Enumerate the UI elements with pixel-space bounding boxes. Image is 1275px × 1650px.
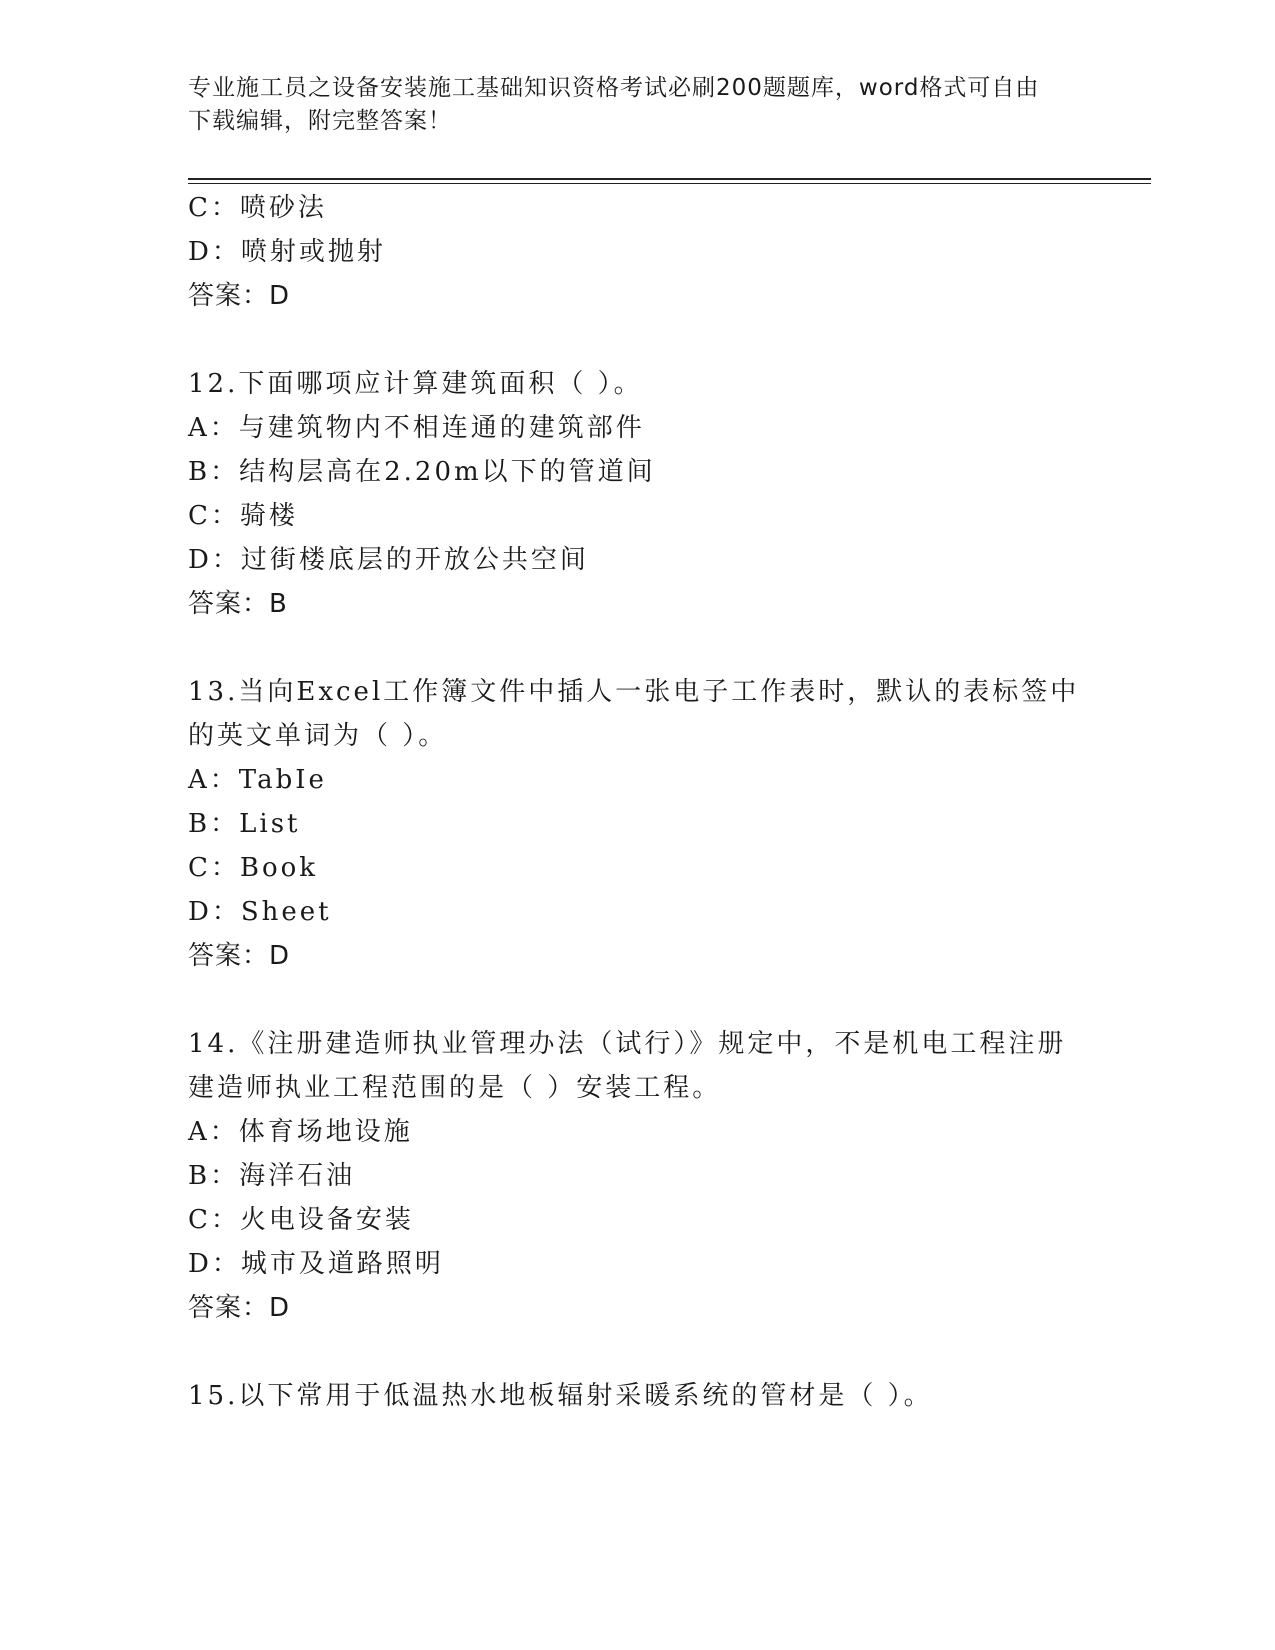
- document-header: [188, 72, 1068, 138]
- q12-option-c: C：骑楼: [188, 501, 298, 531]
- q12-stem: 12.下面哪项应计算建筑面积（ ）。: [188, 369, 643, 399]
- q13-stem-line-2: 的英文单词为（ ）。: [188, 721, 448, 751]
- q13-answer: 答案：D: [188, 941, 291, 971]
- q13-option-a: A：TabIe: [188, 765, 327, 795]
- q15-stem: 15.以下常用于低温热水地板辐射采暖系统的管材是（ ）。: [188, 1381, 933, 1411]
- q12-option-b: B：结构层高在2.20m以下的管道间: [188, 457, 656, 487]
- header-divider-thin: [188, 183, 1151, 184]
- q14-answer: 答案：D: [188, 1293, 291, 1323]
- prev-option-c: C：喷砂法: [188, 193, 327, 223]
- q13-option-b: B：List: [188, 809, 301, 839]
- header-divider-thick: [188, 178, 1151, 180]
- header-line-1: 专业施工员之设备安装施工基础知识资格考试必刷200题题库，word格式可自由: [188, 75, 1040, 101]
- q14-stem-line-1: 14.《注册建造师执业管理办法（试行）》规定中，不是机电工程注册: [188, 1029, 1067, 1059]
- prev-option-d: D：喷射或抛射: [188, 237, 386, 267]
- q14-option-a: A：体育场地设施: [188, 1117, 413, 1147]
- q13-option-c: C：Book: [188, 853, 319, 883]
- q14-option-b: B：海洋石油: [188, 1161, 356, 1191]
- q12-answer: 答案：B: [188, 589, 288, 619]
- q12-option-d: D：过街楼底层的开放公共空间: [188, 545, 589, 575]
- q12-option-a: A：与建筑物内不相连通的建筑部件: [188, 413, 645, 443]
- q13-stem-line-1: 13.当向Excel工作簿文件中插人一张电子工作表时，默认的表标签中: [188, 677, 1080, 707]
- q13-option-d: D：Sheet: [188, 897, 332, 927]
- header-line-2: 下载编辑，附完整答案！: [188, 108, 452, 134]
- q14-option-d: D：城市及道路照明: [188, 1249, 444, 1279]
- prev-answer: 答案：D: [188, 281, 291, 311]
- q14-stem-line-2: 建造师执业工程范围的是（ ）安装工程。: [188, 1073, 722, 1103]
- q14-option-c: C：火电设备安装: [188, 1205, 414, 1235]
